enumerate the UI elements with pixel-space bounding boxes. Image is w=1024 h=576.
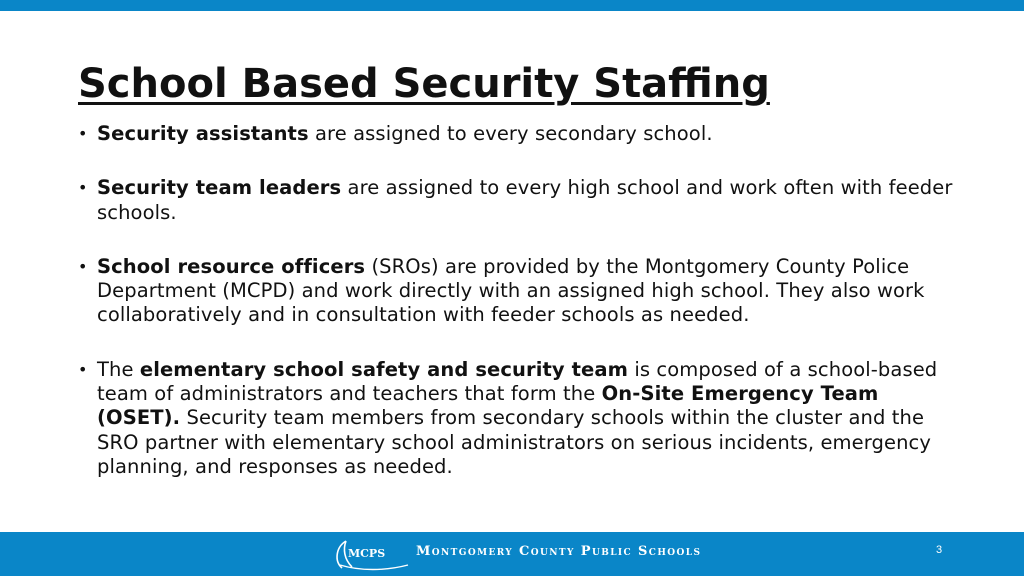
bullet-bold-term: Security assistants — [97, 122, 309, 145]
bullet-security-team-leaders — [78, 176, 958, 225]
bullet-security-assistants — [78, 122, 958, 146]
bullet-text: are assigned to every high school and work often with feeder schools. — [97, 176, 953, 224]
bullet-text: The — [97, 357, 140, 381]
mcps-logo — [330, 535, 410, 573]
bullet-bold-term: Security team leaders — [97, 176, 342, 200]
top-accent-bar — [0, 0, 1024, 11]
slide-title: School Based Security Staffing — [78, 61, 770, 107]
footer-bar — [0, 532, 1024, 576]
bullet-bold-term: School resource officers — [97, 254, 366, 278]
bullet-text: Security team members from secondary schools within the cluster and the SRO partner with elementary school administrators on serious incidents, emergency planning, and responses as needed. — [97, 406, 932, 478]
bullet-bold-term: elementary school safety and security team — [139, 357, 629, 381]
logo-text: MCPS — [348, 547, 386, 560]
bullet-school-resource-officers — [78, 255, 958, 328]
bullet-text: is composed of a school-based team of administrators and teachers that form the — [97, 357, 938, 406]
bullet-list — [78, 122, 958, 479]
organization-name: Montgomery County Public Schools — [416, 544, 702, 559]
bullet-text: are assigned to every secondary school. — [308, 122, 713, 145]
bullet-bold-term: On-Site Emergency Team (OSET). — [97, 382, 879, 430]
bullet-text: (SROs) are provided by the Montgomery County Police Department (MCPD) and work directly with an assigned high school. They also work collaboratively and in consultation with feeder schools as needed. — [97, 254, 925, 327]
page-number: 3 — [936, 544, 943, 556]
bullet-elementary-safety-team — [78, 358, 958, 479]
